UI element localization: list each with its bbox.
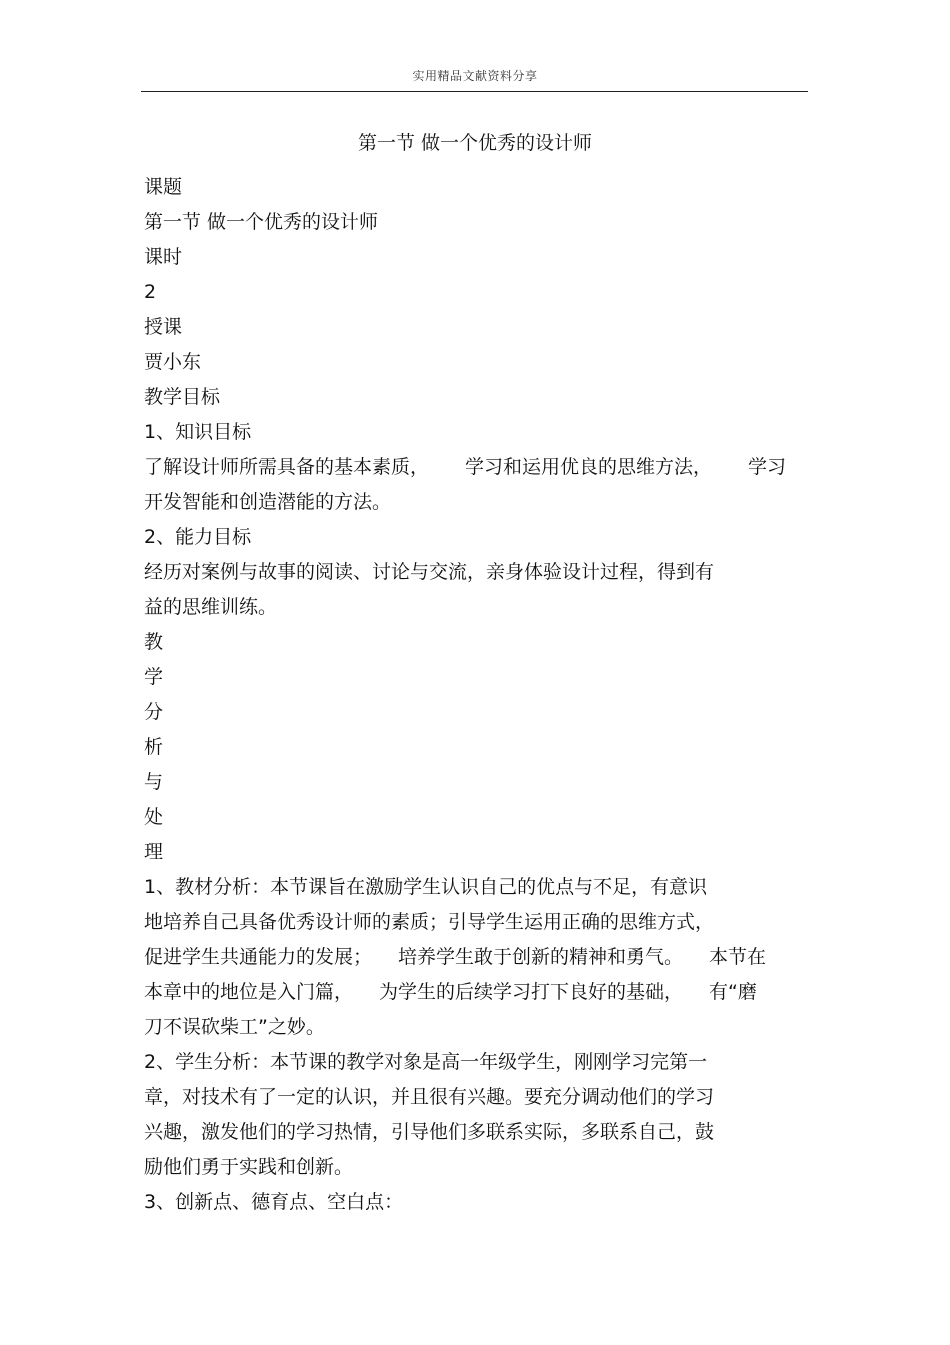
material-analysis-line: 刀不误砍柴工”之妙。	[144, 1016, 325, 1038]
knowledge-text-segment: 学习	[748, 456, 787, 478]
analysis-heading-char: 理	[144, 841, 164, 863]
material-text-segment: 有“磨	[709, 981, 757, 1003]
ability-objective-heading: 2、能力目标	[144, 526, 252, 548]
ability-objective-line: 益的思维训练。	[144, 596, 278, 618]
subject-label: 课题	[144, 176, 183, 198]
page-header: 实用精品文献资料分享	[412, 69, 538, 83]
material-text-segment: 为学生的后续学习打下良好的基础，	[379, 981, 684, 1003]
header-divider	[141, 91, 808, 92]
material-analysis-line	[144, 940, 808, 975]
material-analysis-line: 地培养自己具备优秀设计师的素质；引导学生运用正确的思维方式，	[144, 911, 715, 933]
subject-value: 第一节 做一个优秀的设计师	[144, 211, 379, 233]
analysis-heading-char: 与	[144, 771, 164, 793]
student-analysis-line: 兴趣，激发他们的学习热情，引导他们多联系实际，多联系自己，鼓	[144, 1121, 715, 1143]
analysis-heading-char: 析	[144, 736, 164, 758]
material-analysis-line: 1、教材分析：本节课旨在激励学生认识自己的优点与不足，有意识	[144, 876, 708, 898]
knowledge-objective-heading: 1、知识目标	[144, 421, 252, 443]
knowledge-objective-line: 开发智能和创造潜能的方法。	[144, 491, 392, 513]
document-body	[144, 170, 808, 1220]
hours-value: 2	[144, 281, 157, 303]
teacher-value: 贾小东	[144, 351, 202, 373]
student-analysis-line: 章，对技术有了一定的认识，并且很有兴趣。要充分调动他们的学习	[144, 1086, 715, 1108]
student-analysis-line: 2、学生分析：本节课的教学对象是高一年级学生，刚刚学习完第一	[144, 1051, 708, 1073]
analysis-heading-char: 处	[144, 806, 164, 828]
innovation-points-heading: 3、创新点、德育点、空白点：	[144, 1191, 404, 1213]
analysis-heading-char: 教	[144, 631, 164, 653]
material-text-segment: 本章中的地位是入门篇，	[144, 981, 354, 1003]
analysis-heading-char: 学	[144, 666, 164, 688]
knowledge-text-segment: 了解设计师所需具备的基本素质，	[144, 456, 430, 478]
material-text-segment: 培养学生敢于创新的精神和勇气。	[398, 946, 684, 968]
document-title: 第一节 做一个优秀的设计师	[357, 132, 593, 154]
objectives-heading: 教学目标	[144, 386, 221, 408]
material-analysis-line	[144, 975, 808, 1010]
hours-label: 课时	[144, 246, 183, 268]
knowledge-text-segment: 学习和运用优良的思维方法，	[465, 456, 713, 478]
analysis-heading-char: 分	[144, 701, 164, 723]
teacher-label: 授课	[144, 316, 183, 338]
student-analysis-line: 励他们勇于实践和创新。	[144, 1156, 354, 1178]
ability-objective-line: 经历对案例与故事的阅读、讨论与交流，亲身体验设计过程，得到有	[144, 561, 715, 583]
material-text-segment: 促进学生共通能力的发展；	[144, 946, 373, 968]
knowledge-objective-line	[144, 450, 808, 485]
material-text-segment: 本节在	[709, 946, 767, 968]
